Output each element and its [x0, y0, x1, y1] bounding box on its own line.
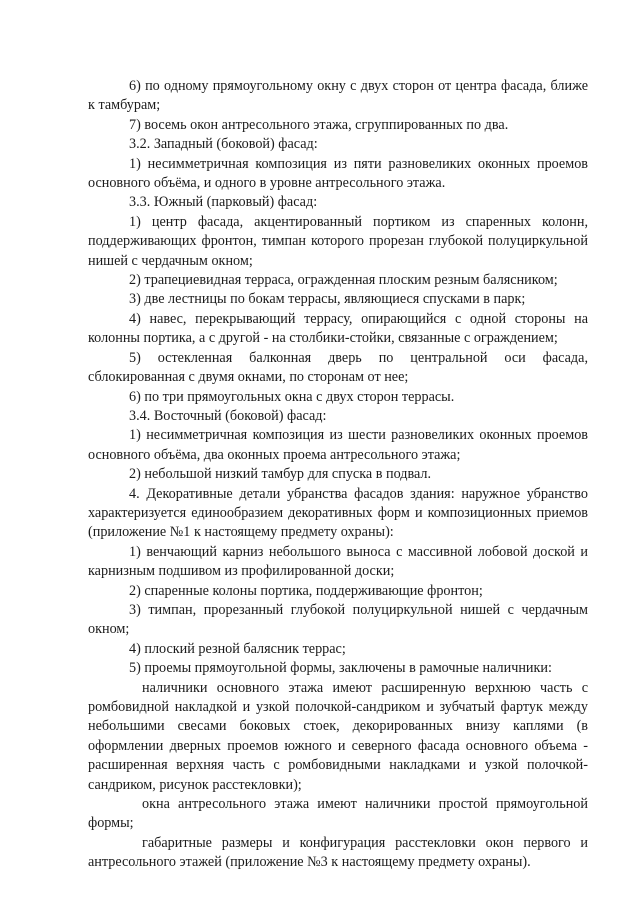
paragraph-east-facade-1: 1) несимметричная композиция из шести разновеликих оконных проемов основного объёма, два оконных проема антресольного этажа; [88, 427, 588, 463]
paragraph-decor-3: 3) тимпан, прорезанный глубокой полуциркульной нишей с чердачным окном; [88, 601, 588, 638]
paragraph-decor-5: 5) проемы прямоугольной формы, заключены в рамочные наличники: [129, 660, 552, 677]
paragraph-south-facade-6: 6) по три прямоугольных окна с двух сторон террасы. [129, 388, 455, 405]
paragraph-main-floor-casings: наличники основного этажа имеют расширенную верхнюю часть с ромбовидной накладкой и узкой полочкой-сандриком и зубчатый фартук между небольшими свесами боковых стоек, декорированных внизу каплями (в оформлении дверных проемов южного и северного фасада основного объема - расширенная верхняя часть с ромбовидными накладками и узкой полочкой-сандриком, рисунок расстекловки); [88, 679, 588, 793]
paragraph-decor-2: 2) спаренные колоны портика, поддерживающие фронтон; [129, 582, 483, 599]
section-heading-3-3: 3.3. Южный (парковый) фасад: [129, 194, 318, 211]
paragraph-south-facade-2: 2) трапециевидная терраса, огражденная плоским резным балясником; [129, 272, 558, 289]
paragraph-item-6-windows: 6) по одному прямоугольному окну с двух сторон от центра фасада, ближе к тамбурам; [88, 78, 588, 114]
paragraph-south-facade-3: 3) две лестницы по бокам террасы, являющиеся спусками в парк; [129, 291, 526, 308]
paragraph-west-facade-1: 1) несимметричная композиция из пяти разновеликих оконных проемов основного объёма, и одного в уровне антресольного этажа. [88, 155, 588, 192]
paragraph-item-7-mezzanine-windows: 7) восемь окон антресольного этажа, сгруппированных по два. [129, 116, 509, 133]
paragraph-south-facade-1: 1) центр фасада, акцентированный портиком из спаренных колонн, поддерживающих фронтон, тимпан которого прорезан глубокой полуциркульной нишей с чердачным окном; [88, 213, 588, 269]
section-4-decorative-details: 4. Декоративные детали убранства фасадов здания: наружное убранство характеризуется единообразием декоративных форм и композиционных приемов (приложение №1 к настоящему предмету охраны): [88, 485, 588, 541]
paragraph-mezzanine-casings: окна антресольного этажа имеют наличники простой прямоугольной формы; [88, 796, 588, 832]
paragraph-south-facade-5: 5) остекленная балконная дверь по центральной оси фасада, сблокированная с двумя окнами, по сторонам от нее; [88, 349, 588, 386]
paragraph-decor-1: 1) венчающий карниз небольшого выноса с массивной лобовой доской и карнизным подшивом из профилированной доски; [88, 543, 588, 580]
section-heading-3-2: 3.2. Западный (боковой) фасад: [129, 136, 318, 153]
paragraph-south-facade-4: 4) навес, перекрывающий террасу, опирающийся с одной стороны на колонны портика, а с другой - на столбики-стойки, связанные с ограждением; [88, 310, 588, 347]
paragraph-glazing-dimensions: габаритные размеры и конфигурация расстекловки окон первого и антресольного этажей (приложение №3 к настоящему предмету охраны). [88, 834, 588, 871]
section-heading-3-4: 3.4. Восточный (боковой) фасад: [129, 407, 327, 424]
paragraph-east-facade-2: 2) небольшой низкий тамбур для спуска в подвал. [129, 466, 432, 483]
paragraph-decor-4: 4) плоский резной балясник террас; [129, 640, 346, 657]
